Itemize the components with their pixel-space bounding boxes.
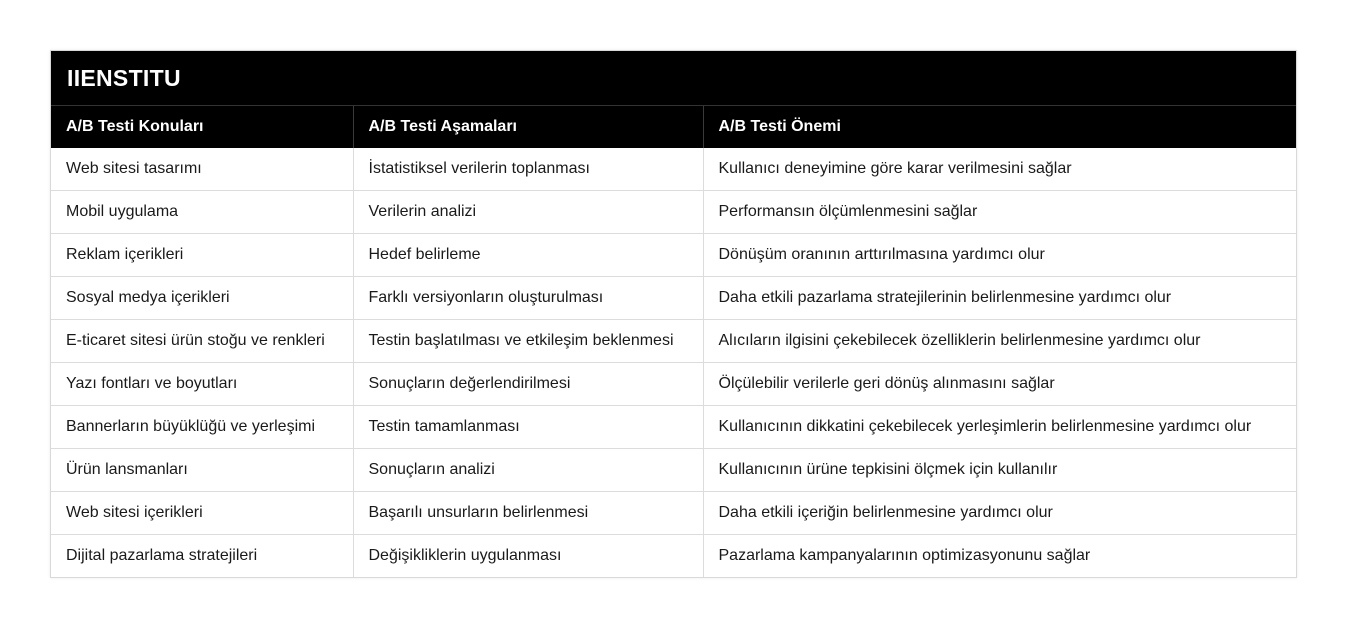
cell-importance: Kullanıcının ürüne tepkisini ölçmek için kullanılır	[703, 449, 1296, 492]
cell-importance: Alıcıların ilgisini çekebilecek özelliklerin belirlenmesine yardımcı olur	[703, 320, 1296, 363]
cell-topic: Mobil uygulama	[51, 191, 353, 234]
cell-topic: Reklam içerikleri	[51, 234, 353, 277]
brand-title: IIENSTITU	[51, 51, 1296, 106]
cell-topic: Ürün lansmanları	[51, 449, 353, 492]
table-row	[51, 148, 1296, 191]
cell-stage: Testin tamamlanması	[353, 406, 703, 449]
cell-stage: Sonuçların analizi	[353, 449, 703, 492]
ab-test-table	[51, 106, 1296, 577]
table-row	[51, 234, 1296, 277]
table-row	[51, 492, 1296, 535]
cell-importance: Ölçülebilir verilerle geri dönüş alınmasını sağlar	[703, 363, 1296, 406]
table-row	[51, 406, 1296, 449]
ab-test-table-card	[50, 50, 1297, 578]
cell-importance: Kullanıcının dikkatini çekebilecek yerleşimlerin belirlenmesine yardımcı olur	[703, 406, 1296, 449]
cell-stage: Hedef belirleme	[353, 234, 703, 277]
cell-topic: E-ticaret sitesi ürün stoğu ve renkleri	[51, 320, 353, 363]
cell-importance: Daha etkili içeriğin belirlenmesine yardımcı olur	[703, 492, 1296, 535]
cell-topic: Yazı fontları ve boyutları	[51, 363, 353, 406]
cell-importance: Kullanıcı deneyimine göre karar verilmesini sağlar	[718, 160, 1072, 177]
table-row	[51, 191, 1296, 234]
cell-stage: Değişikliklerin uygulanması	[353, 535, 703, 578]
cell-topic: Dijital pazarlama stratejileri	[51, 535, 353, 578]
table-row	[51, 277, 1296, 320]
table-row	[51, 535, 1296, 578]
cell-importance: Dönüşüm oranının arttırılmasına yardımcı olur	[703, 234, 1296, 277]
cell-topic: Sosyal medya içerikleri	[51, 277, 353, 320]
table-row	[51, 363, 1296, 406]
cell-topic: Bannerların büyüklüğü ve yerleşimi	[51, 406, 353, 449]
cell-stage: İstatistiksel verilerin toplanması	[353, 148, 703, 191]
cell-topic: Web sitesi içerikleri	[51, 492, 353, 535]
column-header-topics: A/B Testi Konuları	[51, 106, 353, 148]
table-row	[51, 320, 1296, 363]
table-header-row	[51, 106, 1296, 148]
cell-topic: Web sitesi tasarımı	[51, 148, 353, 191]
cell-stage: Verilerin analizi	[353, 191, 703, 234]
column-header-importance: A/B Testi Önemi	[703, 106, 1296, 148]
cell-stage: Başarılı unsurların belirlenmesi	[353, 492, 703, 535]
cell-stage: Testin başlatılması ve etkileşim beklenmesi	[353, 320, 703, 363]
cell-stage: Sonuçların değerlendirilmesi	[353, 363, 703, 406]
table-row	[51, 449, 1296, 492]
cell-importance: Performansın ölçümlenmesini sağlar	[703, 191, 1296, 234]
cell-importance: Daha etkili pazarlama stratejilerinin belirlenmesine yardımcı olur	[703, 277, 1296, 320]
cell-importance: Pazarlama kampanyalarının optimizasyonunu sağlar	[703, 535, 1296, 578]
column-header-stages: A/B Testi Aşamaları	[353, 106, 703, 148]
cell-stage: Farklı versiyonların oluşturulması	[353, 277, 703, 320]
